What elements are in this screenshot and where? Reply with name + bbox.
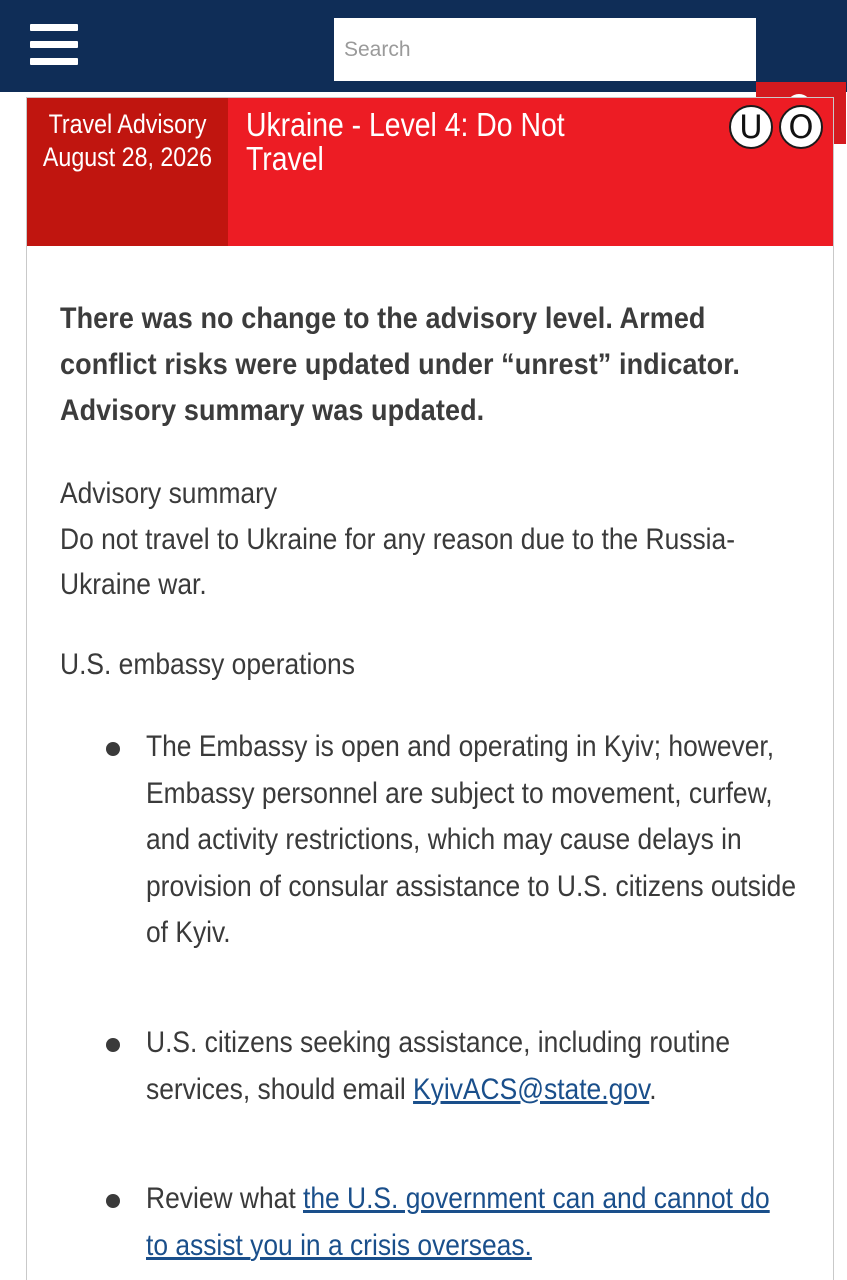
menu-bar-line <box>30 41 78 48</box>
hamburger-menu-icon[interactable] <box>30 24 78 66</box>
summary-heading: Advisory summary <box>60 477 278 510</box>
list-item <box>146 724 806 1020</box>
list-item <box>146 1176 806 1269</box>
top-navigation-bar <box>0 0 847 92</box>
bullet-text <box>146 1176 797 1269</box>
update-notice: There was no change to the advisory level. Armed conflict risks were updated under “unrest” indicator. Advisory summary was updated. <box>60 302 740 427</box>
advisory-content <box>60 296 810 1262</box>
advisory-date-box <box>27 98 228 246</box>
bullet-text-after: . <box>649 1072 657 1106</box>
list-item <box>146 1020 806 1176</box>
bullet-text-before: U.S. citizens seeking assistance, including routine services, should email <box>146 1026 731 1106</box>
bullet-text: The Embassy is open and operating in Kyiv; however, Embassy personnel are subject to movement, curfew, and activity restrictions, which may cause delays in provision of consular assistance to U.S. citizens outside of Kyiv. <box>146 730 797 949</box>
advisory-label: Travel Advisory <box>48 109 207 139</box>
advisory-card <box>26 97 834 1280</box>
summary-text: Do not travel to Ukraine for any reason due to the Russia-Ukraine war. <box>60 523 736 601</box>
unrest-indicator-icon[interactable]: U <box>729 105 773 149</box>
advisory-banner <box>27 98 833 246</box>
crisis-assistance-link[interactable]: the U.S. government can and cannot do to assist you in a crisis overseas. <box>146 1182 770 1262</box>
bullet-text <box>146 1020 797 1113</box>
bullet-icon <box>106 1038 120 1052</box>
advisory-title: Ukraine - Level 4: Do Not Travel <box>246 106 565 177</box>
other-indicator-icon[interactable]: O <box>779 105 823 149</box>
embassy-heading: U.S. embassy operations <box>60 648 355 681</box>
advisory-date: August 28, 2026 <box>42 142 213 172</box>
bullet-icon <box>106 1194 120 1208</box>
search-input[interactable] <box>334 18 756 81</box>
menu-bar-line <box>30 24 78 31</box>
bullet-icon <box>106 742 120 756</box>
embassy-bullet-list <box>146 724 806 1269</box>
email-link[interactable]: KyivACS@state.gov <box>413 1072 650 1106</box>
bullet-text-before: Review what <box>146 1182 303 1215</box>
menu-bar-line <box>30 58 78 65</box>
